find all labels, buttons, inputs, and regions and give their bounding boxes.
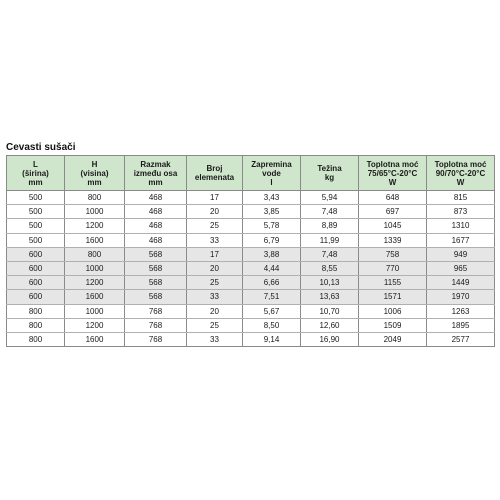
table-cell: 20 xyxy=(187,261,243,275)
table-cell: 13,63 xyxy=(301,290,359,304)
table-row xyxy=(7,276,495,290)
table-cell: 768 xyxy=(125,304,187,318)
table-cell: 500 xyxy=(7,205,65,219)
table-cell: 1600 xyxy=(65,332,125,346)
table-cell: 1200 xyxy=(65,318,125,332)
table-cell: 568 xyxy=(125,247,187,261)
table-cell: 6,66 xyxy=(243,276,301,290)
table-cell: 800 xyxy=(65,247,125,261)
table-cell: 20 xyxy=(187,304,243,318)
section-title: Cevasti sušači xyxy=(6,142,76,153)
table-cell: 600 xyxy=(7,247,65,261)
table-row xyxy=(7,219,495,233)
table-cell: 1000 xyxy=(65,205,125,219)
column-header: L (širina) mm xyxy=(7,156,65,191)
table-cell: 1449 xyxy=(427,276,495,290)
table-cell: 16,90 xyxy=(301,332,359,346)
table-row xyxy=(7,261,495,275)
column-header: Težina kg xyxy=(301,156,359,191)
column-header: H (visina) mm xyxy=(65,156,125,191)
table-cell: 468 xyxy=(125,219,187,233)
table-cell: 468 xyxy=(125,233,187,247)
table-cell: 800 xyxy=(7,332,65,346)
table-cell: 1895 xyxy=(427,318,495,332)
table-cell: 33 xyxy=(187,332,243,346)
table-cell: 3,88 xyxy=(243,247,301,261)
table-cell: 1200 xyxy=(65,219,125,233)
table-row xyxy=(7,191,495,205)
column-header: Toplotna moć 75/65°C-20°C W xyxy=(359,156,427,191)
table-cell: 10,70 xyxy=(301,304,359,318)
specs-table xyxy=(6,155,495,347)
table-cell: 33 xyxy=(187,233,243,247)
table-cell: 8,50 xyxy=(243,318,301,332)
table-cell: 815 xyxy=(427,191,495,205)
table-cell: 758 xyxy=(359,247,427,261)
table-cell: 25 xyxy=(187,276,243,290)
column-header: Zapremina vode l xyxy=(243,156,301,191)
table-cell: 600 xyxy=(7,261,65,275)
table-cell: 468 xyxy=(125,191,187,205)
table-cell: 7,48 xyxy=(301,205,359,219)
table-cell: 1339 xyxy=(359,233,427,247)
table-cell: 20 xyxy=(187,205,243,219)
table-row xyxy=(7,304,495,318)
table-cell: 949 xyxy=(427,247,495,261)
table-cell: 3,43 xyxy=(243,191,301,205)
table-cell: 770 xyxy=(359,261,427,275)
table-cell: 8,55 xyxy=(301,261,359,275)
table-row xyxy=(7,332,495,346)
table-cell: 1263 xyxy=(427,304,495,318)
table-cell: 568 xyxy=(125,261,187,275)
table-cell: 2049 xyxy=(359,332,427,346)
table-cell: 500 xyxy=(7,233,65,247)
table-cell: 1970 xyxy=(427,290,495,304)
table-row xyxy=(7,318,495,332)
table-cell: 4,44 xyxy=(243,261,301,275)
column-header: Toplotna moć 90/70°C-20°C W xyxy=(427,156,495,191)
column-header: Razmak između osa mm xyxy=(125,156,187,191)
table-cell: 17 xyxy=(187,247,243,261)
table-cell: 1310 xyxy=(427,219,495,233)
table-cell: 17 xyxy=(187,191,243,205)
table-cell: 8,89 xyxy=(301,219,359,233)
table-header-row xyxy=(7,156,495,191)
table-cell: 768 xyxy=(125,318,187,332)
table-cell: 800 xyxy=(7,318,65,332)
table-cell: 1006 xyxy=(359,304,427,318)
table-cell: 1600 xyxy=(65,290,125,304)
table-cell: 1509 xyxy=(359,318,427,332)
table-cell: 10,13 xyxy=(301,276,359,290)
table-cell: 5,67 xyxy=(243,304,301,318)
table-cell: 33 xyxy=(187,290,243,304)
table-cell: 468 xyxy=(125,205,187,219)
table-cell: 7,51 xyxy=(243,290,301,304)
table-cell: 2577 xyxy=(427,332,495,346)
table-cell: 768 xyxy=(125,332,187,346)
table-body xyxy=(7,191,495,347)
table-row xyxy=(7,233,495,247)
table-cell: 1045 xyxy=(359,219,427,233)
table-row xyxy=(7,290,495,304)
table-cell: 800 xyxy=(65,191,125,205)
table-cell: 697 xyxy=(359,205,427,219)
table-cell: 500 xyxy=(7,191,65,205)
table-cell: 965 xyxy=(427,261,495,275)
table-cell: 1571 xyxy=(359,290,427,304)
table-cell: 1200 xyxy=(65,276,125,290)
table-cell: 648 xyxy=(359,191,427,205)
table-row xyxy=(7,205,495,219)
table-cell: 1000 xyxy=(65,261,125,275)
table-cell: 568 xyxy=(125,276,187,290)
table-cell: 1000 xyxy=(65,304,125,318)
table-cell: 873 xyxy=(427,205,495,219)
table-cell: 3,85 xyxy=(243,205,301,219)
table-cell: 9,14 xyxy=(243,332,301,346)
table-cell: 600 xyxy=(7,290,65,304)
table-cell: 800 xyxy=(7,304,65,318)
table-cell: 11,99 xyxy=(301,233,359,247)
table-cell: 7,48 xyxy=(301,247,359,261)
table-cell: 500 xyxy=(7,219,65,233)
table-cell: 5,78 xyxy=(243,219,301,233)
table-cell: 6,79 xyxy=(243,233,301,247)
column-header: Broj elemenata xyxy=(187,156,243,191)
table-cell: 1155 xyxy=(359,276,427,290)
table-row xyxy=(7,247,495,261)
table-cell: 1677 xyxy=(427,233,495,247)
table-cell: 5,94 xyxy=(301,191,359,205)
table-cell: 12,60 xyxy=(301,318,359,332)
table-cell: 568 xyxy=(125,290,187,304)
table-cell: 1600 xyxy=(65,233,125,247)
table-cell: 25 xyxy=(187,219,243,233)
table-cell: 25 xyxy=(187,318,243,332)
table-cell: 600 xyxy=(7,276,65,290)
